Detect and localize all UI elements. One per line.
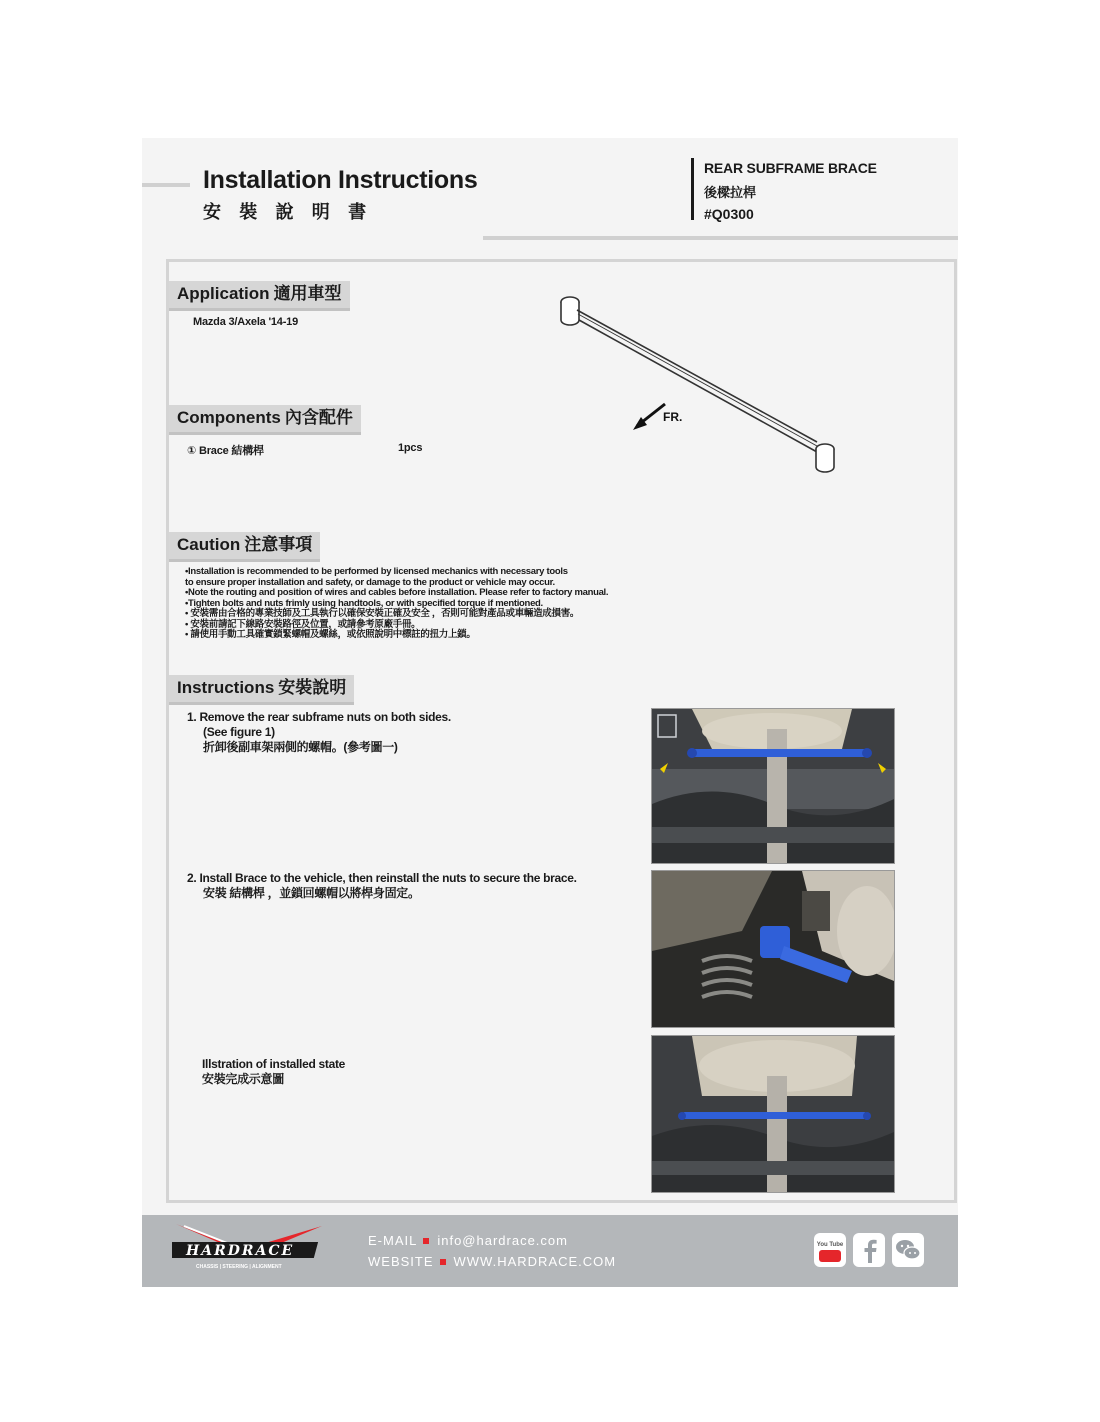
components-heading-en: Components <box>177 408 281 427</box>
application-heading <box>169 281 350 311</box>
instructions-heading-en: Instructions <box>177 678 275 697</box>
bullet-icon <box>423 1238 429 1244</box>
part-number: #Q0300 <box>704 206 754 222</box>
caution-line: to ensure proper installation and safety, or damage to the product or vehicle may occur. <box>185 576 555 588</box>
brace-diagram <box>555 290 845 475</box>
application-heading-en: Application <box>177 284 270 303</box>
footer-website <box>368 1254 616 1269</box>
youtube-icon-text: You Tube <box>816 1242 844 1248</box>
illustration-caption-zh: 安裝完成示意圖 <box>202 1072 284 1086</box>
caution-heading <box>169 532 320 562</box>
application-vehicle: Mazda 3/Axela '14-19 <box>193 316 299 328</box>
caution-list <box>185 567 655 641</box>
component-item-qty: 1pcs <box>398 442 423 454</box>
footer-email <box>368 1233 568 1248</box>
header-rule-left <box>142 183 190 187</box>
step-1 <box>187 710 451 755</box>
figure-1-photo <box>651 708 895 864</box>
header-rule-right <box>483 236 958 240</box>
email-label: E-MAIL <box>368 1233 418 1248</box>
component-item-name: ① Brace 結構桿 <box>187 445 264 457</box>
components-heading <box>169 405 361 435</box>
step-1-text: 1. Remove the rear subframe nuts on both sides. <box>187 710 451 724</box>
page-title: Installation Instructions <box>203 166 478 194</box>
page-title-zh: 安 裝 說 明 書 <box>203 202 373 223</box>
caution-line: •Tighten bolts and nuts frimly using handtools, or with specified torque if mentioned. <box>185 597 543 609</box>
step-2 <box>187 871 577 901</box>
components-heading-zh: 內含配件 <box>284 408 353 428</box>
step-2-text: 2. Install Brace to the vehicle, then reinstall the nuts to secure the brace. <box>187 871 577 885</box>
front-arrow-icon <box>633 404 665 430</box>
brand-tagline: CHASSIS | STEERING | ALIGNMENT <box>196 1264 282 1270</box>
step-2-text-zh: 安裝 結構桿 ，並鎖回螺帽以將桿身固定。 <box>203 886 420 900</box>
figure-2-photo <box>651 870 895 1028</box>
installed-state-photo <box>651 1035 895 1193</box>
caution-line: • 安裝需由合格的專業技師及工具執行以確保安裝正確及安全 ，否則可能對產品或車輛造成損害。 <box>185 608 580 619</box>
instructions-heading-zh: 安裝說明 <box>278 678 347 698</box>
wechat-icon[interactable] <box>892 1233 924 1267</box>
caution-heading-zh: 注意事項 <box>244 535 313 555</box>
website-label: WEBSITE <box>368 1254 434 1269</box>
caution-line: • 請使用手動工具確實鎖緊螺帽及螺絲，或依照說明中標註的扭力上鎖。 <box>185 629 476 640</box>
illustration-caption-en: Illstration of installed state <box>202 1057 346 1071</box>
caution-line: •Note the routing and position of wires and cables before installation. Please refer to factory manual. <box>185 587 609 598</box>
youtube-icon[interactable] <box>814 1233 846 1267</box>
product-name: REAR SUBFRAME BRACE <box>704 160 877 176</box>
product-name-zh: 後樑拉桿 <box>704 185 757 200</box>
illustration-caption <box>202 1057 345 1087</box>
bullet-icon <box>440 1259 446 1265</box>
instructions-heading <box>169 675 354 705</box>
brand-name: HARDRACE <box>186 1243 295 1259</box>
step-1-ref: (See figure 1) <box>203 725 275 739</box>
website-link[interactable]: WWW.HARDRACE.COM <box>453 1254 617 1269</box>
email-link[interactable]: info@hardrace.com <box>437 1233 568 1248</box>
hardrace-logo <box>172 1220 332 1272</box>
caution-heading-en: Caution <box>177 535 241 554</box>
front-direction-label: FR. <box>663 410 683 424</box>
step-1-text-zh: 折卸後副車架兩側的螺帽。(參考圖一) <box>203 740 398 754</box>
caution-line: •Installation is recommended to be performed by licensed mechanics with necessary tools <box>185 566 568 577</box>
header-divider <box>691 158 694 220</box>
caution-line: • 安裝前請記下線路安裝路徑及位置，或請參考原廠手冊。 <box>185 618 421 630</box>
facebook-icon[interactable] <box>853 1233 885 1267</box>
application-heading-zh: 適用車型 <box>273 284 342 304</box>
